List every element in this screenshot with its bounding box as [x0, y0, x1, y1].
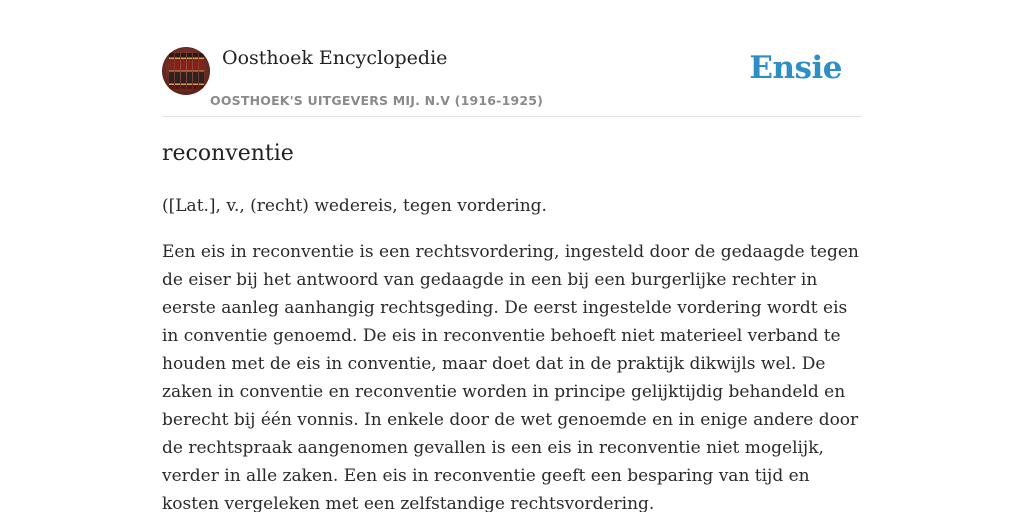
encyclopedia-avatar[interactable] [162, 47, 210, 95]
publisher-subtitle: OOSTHOEK'S UITGEVERS MIJ. N.V (1916-1925) [210, 93, 544, 108]
book-spine-icon [181, 53, 186, 89]
entry-definition: ([Lat.], v., (recht) wedereis, tegen vordering. [162, 196, 547, 216]
entry-body: Een eis in reconventie is een rechtsvordering, ingesteld door de gedaagde tegen de eiser bij het antwoord van gedaagde in een bij een burgerlijke rechter in eerste aanleg aanhangig rechtsgeding. De eerst ingestelde vordering wordt eis in conventie genoemd. De eis in reconventie behoeft niet materieel verband te houden met de eis in conventie, maar doet dat in de praktijk dikwijls wel. De zaken in conventie en reconventie worden in principe gelijktijdig behandeld en berecht bij één vonnis. In enkele door de wet genoemde en in enige andere door de rechtspraak aangenomen gevallen is een eis in reconventie niet mogelijk, verder in alle zaken. Een eis in reconventie geeft een besparing van tijd en kosten vergeleken met een zelfstandige rechtsvordering. [162, 242, 859, 512]
book-spine-icon [187, 53, 192, 89]
ensie-logo-link[interactable]: Ensie [749, 50, 842, 86]
entry-title: reconventie [162, 141, 294, 166]
site-header [162, 46, 862, 117]
book-spine-icon [169, 53, 174, 89]
book-spine-icon [193, 53, 198, 89]
encyclopedia-title-link[interactable]: Oosthoek Encyclopedie [222, 47, 448, 69]
article [162, 138, 862, 512]
book-spine-icon [199, 53, 204, 89]
book-spine-icon [175, 53, 180, 89]
